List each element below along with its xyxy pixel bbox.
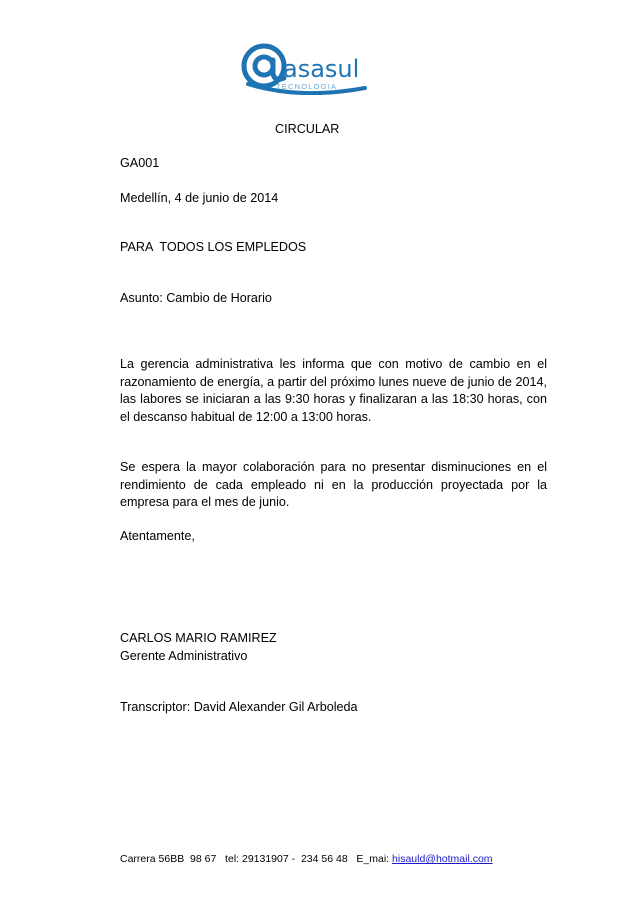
document-title: CIRCULAR [275,122,340,136]
document-code: GA001 [120,156,160,170]
logo-name: asasul [283,55,360,83]
place-date: Medellín, 4 de junio de 2014 [120,191,279,205]
closing: Atentamente, [120,529,195,543]
footer-contact [120,852,493,866]
signer-title: Gerente Administrativo [120,649,248,663]
footer-address: Carrera 56BB 98 67 tel: 29131907 - 234 56 48 E_mai: [120,853,393,865]
recipient-line: PARA TODOS LOS EMPLEDOS [120,240,307,254]
footer-email-link[interactable]: hisauld@hotmail.com [392,853,493,865]
signer-name: CARLOS MARIO RAMIREZ [120,631,277,645]
body-paragraph-1: La gerencia administrativa les informa que con motivo de cambio en el razonamiento de energía, a partir del próximo lunes nueve de junio de 2014, las labores se iniciaran a las 9:30 horas y finalizaran a las 18:30 horas, con el descanso habitual de 12:00 a 13:00 horas. [120,357,547,424]
logo-tagline: TECNOLOGIA [276,82,338,91]
body-paragraph-2: Se espera la mayor colaboración para no presentar disminuciones en el rendimiento de cada empleado ni en la producción proyectada por la empresa para el mes de junio. [120,460,547,510]
transcriptor-line: Transcriptor: David Alexander Gil Arboleda [120,700,358,714]
subject-line: Asunto: Cambio de Horario [120,291,272,305]
